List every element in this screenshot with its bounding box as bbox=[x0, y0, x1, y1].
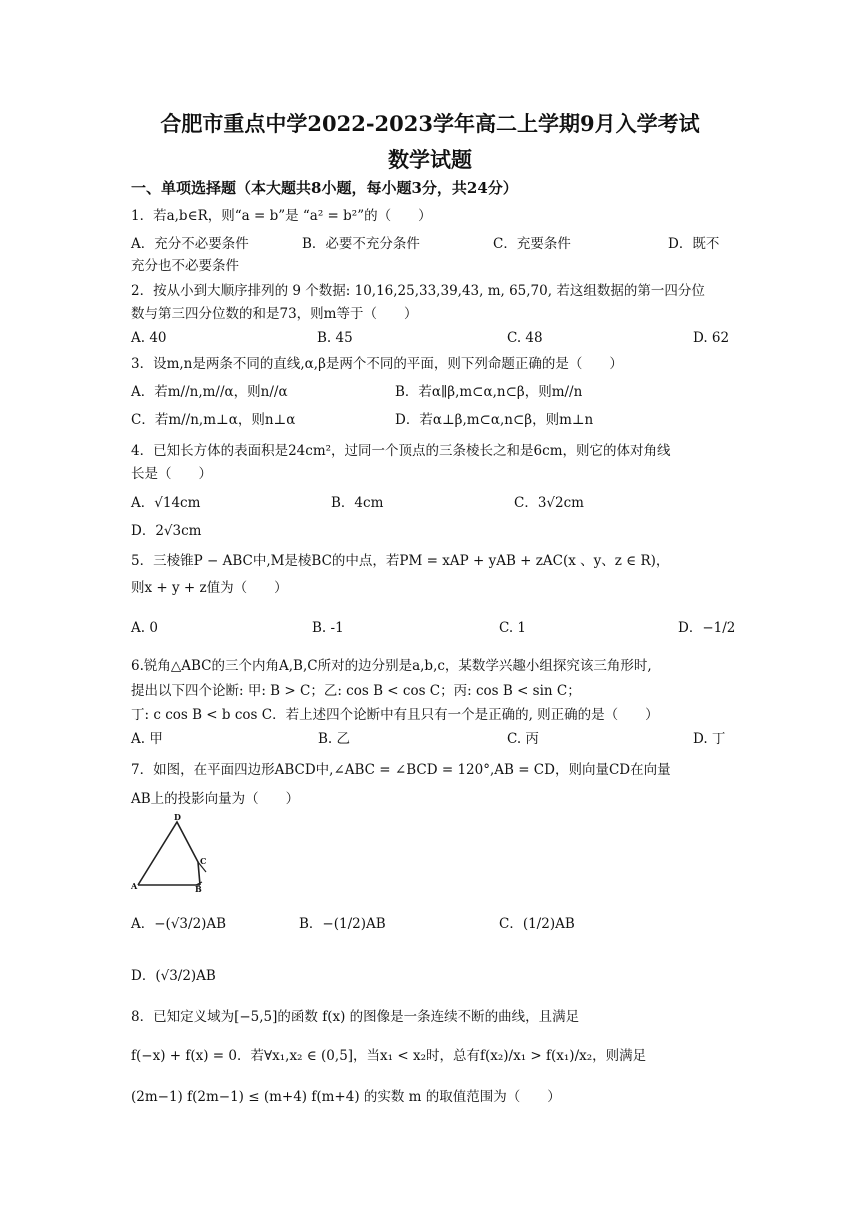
q7-option-a: A．−(√3/2)AB bbox=[131, 916, 227, 932]
q8-stem-2: f(−x) + f(x) = 0．若∀x₁,x₂ ∈ (0,5]，当x₁ < x₂时，总有f(x₂)/x₁ > f(x₁)/x₂，则满足 bbox=[131, 1048, 647, 1064]
q6-stem-3: 丁: c cos B < b cos C．若上述四个论断中有且只有一个是正确的, 则正确的是（ ） bbox=[131, 707, 659, 723]
q5-option-c: C. 1 bbox=[499, 620, 527, 636]
label-b: B bbox=[195, 884, 202, 892]
q4-option-d: D．2√3cm bbox=[131, 523, 202, 539]
q3-option-a: A．若m//n,m//α，则n//α bbox=[131, 384, 288, 400]
q1-option-c: C．充要条件 bbox=[493, 236, 571, 252]
q3-option-d: D．若α⊥β,m⊂α,n⊂β，则m⊥n bbox=[395, 412, 594, 428]
q4-stem-2: 长是（ ） bbox=[131, 466, 212, 482]
q1-option-b: B．必要不充分条件 bbox=[302, 236, 420, 252]
q2-stem-2: 数与第三四分位数的和是73，则m等于（ ） bbox=[131, 306, 418, 322]
q1-option-d-cont: 充分也不必要条件 bbox=[131, 258, 239, 274]
q1-option-a: A．充分不必要条件 bbox=[131, 236, 249, 252]
exam-title: 合肥市重点中学2022-2023学年高二上学期9月入学考试 bbox=[160, 111, 700, 136]
q7-option-b: B．−(1/2)AB bbox=[299, 916, 386, 932]
q4-option-c: C．3√2cm bbox=[514, 495, 584, 511]
q5-option-b: B. -1 bbox=[312, 620, 344, 636]
q8-stem-1: 8．已知定义域为[−5,5]的函数 f(x) 的图像是一条连续不断的曲线，且满足 bbox=[131, 1009, 580, 1025]
label-d: D bbox=[174, 812, 181, 822]
q2-option-c: C. 48 bbox=[507, 330, 543, 346]
q5-option-a: A. 0 bbox=[131, 620, 158, 636]
q2-stem-1: 2．按从小到大顺序排列的 9 个数据: 10,16,25,33,39,43, m, 65,70, 若这组数据的第一四分位 bbox=[131, 283, 705, 299]
q7-stem-2: AB上的投影向量为（ ） bbox=[131, 791, 300, 807]
q2-option-b: B. 45 bbox=[317, 330, 353, 346]
q6-option-a: A. 甲 bbox=[131, 731, 163, 747]
q3-stem: 3．设m,n是两条不同的直线,α,β是两个不同的平面，则下列命题正确的是（ ） bbox=[131, 356, 623, 372]
q2-option-d: D. 62 bbox=[693, 330, 730, 346]
q6-stem-1: 6.锐角△ABC的三个内角A,B,C所对的边分别是a,b,c，某数学兴趣小组探究该三角形时, bbox=[131, 658, 652, 674]
quadrilateral-figure bbox=[130, 812, 214, 892]
q5-stem-2: 则x + y + z值为（ ） bbox=[131, 580, 288, 596]
q5-stem-1: 5．三棱锥P − ABC中,M是棱BC的中点，若PM = xAP + yAB + zAC(x 、y、z ∈ R)， bbox=[131, 553, 670, 569]
q6-option-b: B. 乙 bbox=[318, 731, 351, 747]
q6-option-d: D. 丁 bbox=[693, 731, 726, 747]
q2-option-a: A. 40 bbox=[131, 330, 167, 346]
q4-stem-1: 4．已知长方体的表面积是24cm²，过同一个顶点的三条棱长之和是6cm，则它的体对角线 bbox=[131, 443, 671, 459]
q7-stem-1: 7．如图，在平面四边形ABCD中,∠ABC = ∠BCD = 120°,AB = CD，则向量CD在向量 bbox=[131, 762, 671, 778]
section-heading: 一、单项选择题（本大题共8小题，每小题3分，共24分） bbox=[131, 179, 518, 197]
q7-option-d: D．(√3/2)AB bbox=[131, 968, 216, 984]
q4-option-a: A．√14cm bbox=[131, 495, 201, 511]
q7-option-c: C．(1/2)AB bbox=[499, 916, 575, 932]
q6-option-c: C. 丙 bbox=[507, 731, 539, 747]
q1-option-d: D．既不 bbox=[668, 236, 720, 252]
q3-option-c: C．若m//n,m⊥α，则n⊥α bbox=[131, 412, 296, 428]
q1-stem: 1．若a,b∈R，则“a = b”是 “a² = b²”的（ ） bbox=[131, 208, 432, 224]
exam-subtitle: 数学试题 bbox=[388, 147, 472, 172]
label-a: A bbox=[131, 881, 138, 891]
q3-option-b: B．若α∥β,m⊂α,n⊂β，则m//n bbox=[395, 384, 583, 400]
q4-option-b: B．4cm bbox=[331, 495, 384, 511]
label-c: C bbox=[200, 856, 207, 866]
q6-stem-2: 提出以下四个论断: 甲: B > C；乙: cos B < cos C；丙: cos B < sin C； bbox=[131, 683, 581, 699]
q5-option-d: D．−1/2 bbox=[678, 620, 736, 636]
q8-stem-3: (2m−1) f(2m−1) ≤ (m+4) f(m+4) 的实数 m 的取值范围为（ ） bbox=[131, 1089, 561, 1105]
